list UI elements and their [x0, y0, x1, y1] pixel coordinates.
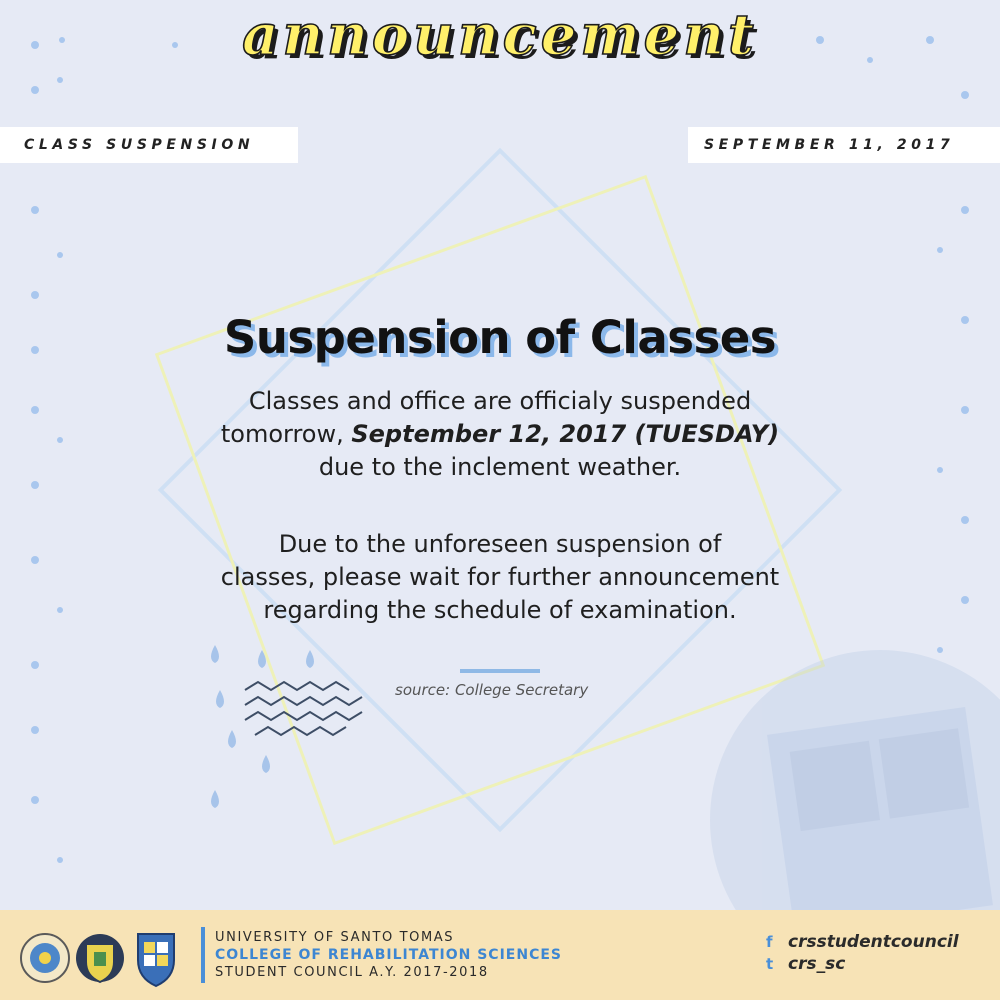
- announcement-paragraph: [150, 385, 850, 484]
- para1-line2: [150, 418, 850, 451]
- twitter-icon: t: [766, 955, 774, 973]
- twitter-handle[interactable]: [766, 954, 845, 974]
- para1-line2-prefix: tomorrow,: [220, 420, 352, 448]
- facebook-handle-text: crsstudentcouncil: [788, 932, 959, 952]
- student-council-logo: [138, 934, 174, 986]
- headline: Suspension of Classes: [223, 311, 777, 364]
- announcement-title: announcement: [242, 2, 758, 68]
- date-tag: SEPTEMBER 11, 2017: [688, 127, 1000, 163]
- para2-line3: regarding the schedule of examination.: [263, 596, 737, 624]
- para2-line1: Due to the unforeseen suspension of: [278, 530, 722, 558]
- decor-square-yellow: [157, 177, 823, 843]
- para1-line3: due to the inclement weather.: [318, 453, 682, 481]
- facebook-handle[interactable]: [766, 932, 959, 952]
- exam-note-paragraph: [150, 528, 850, 627]
- suspension-date: September 12, 2017 (TUESDAY): [351, 420, 780, 448]
- footer-accent-bar: [201, 927, 205, 983]
- ust-seal-logo: [21, 934, 69, 982]
- facebook-icon: f: [766, 933, 773, 951]
- zigzag-decor: [245, 682, 362, 735]
- para2-line2: classes, please wait for further announcement: [220, 563, 780, 591]
- logo-group: [20, 928, 190, 988]
- raindrop-decor: [211, 645, 314, 808]
- source-credit: source: College Secretary: [395, 681, 589, 699]
- council-name: STUDENT COUNCIL A.Y. 2017-2018: [215, 965, 489, 980]
- college-name: COLLEGE OF REHABILITATION SCIENCES: [215, 947, 562, 963]
- source-divider: [460, 669, 540, 673]
- university-name: UNIVERSITY OF SANTO TOMAS: [215, 930, 455, 945]
- college-crest-logo: [76, 934, 124, 982]
- twitter-handle-text: crs_sc: [788, 954, 846, 974]
- category-tag: CLASS SUSPENSION: [0, 127, 298, 163]
- para1-line1: Classes and office are officialy suspended: [248, 387, 752, 415]
